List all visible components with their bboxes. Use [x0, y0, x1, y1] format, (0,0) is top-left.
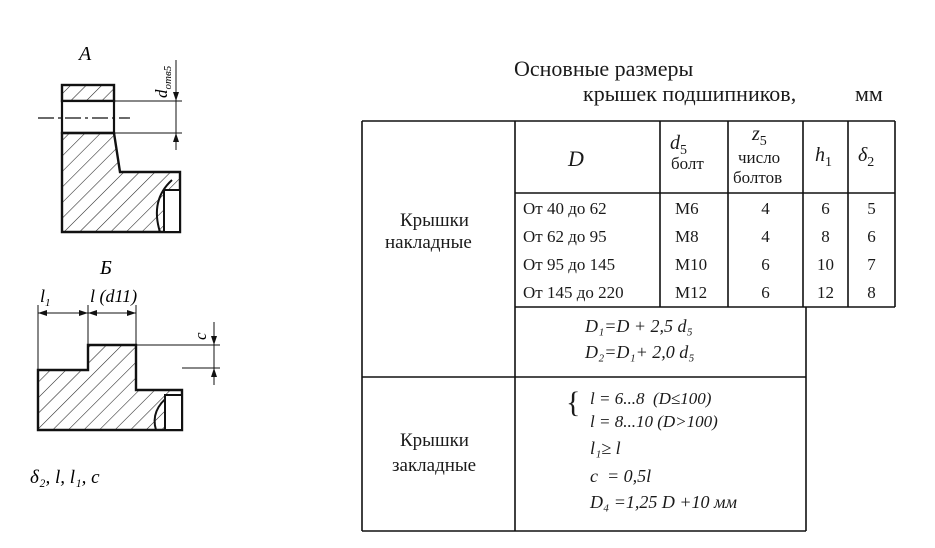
table-rows-bolt — [675, 195, 707, 307]
l1-label: l — [40, 286, 46, 306]
formula-l-small: l = 6...8 (D≤100) — [590, 389, 712, 408]
table-row-bolt: М8 — [675, 227, 699, 246]
formula-d2: D₂=D₁+ 2,0 d₅ — [585, 342, 695, 362]
header-h1-sub: 1 — [825, 155, 832, 170]
header-z5-sub: 5 — [759, 134, 767, 149]
drawing-a-label: А — [79, 43, 92, 65]
table-row-range: От 40 до 62 — [523, 199, 607, 218]
table-row-bolt: М10 — [675, 255, 708, 274]
header-d5-symbol: d — [670, 132, 680, 154]
table-rows-h — [803, 195, 848, 307]
formula-l1: l₁≥ l — [590, 438, 621, 458]
table-row-h: 8 — [821, 227, 830, 246]
table-row-z: 4 — [761, 199, 770, 218]
header-z5-text2: болтов — [733, 168, 783, 187]
table-row-h: 10 — [817, 255, 834, 274]
title-line-2: крышек подшипников, — [583, 81, 797, 106]
table-row-range: От 62 до 95 — [523, 227, 607, 246]
table-row-range: От 145 до 220 — [523, 283, 624, 302]
header-h1 — [815, 144, 832, 170]
table-row-delta: 7 — [867, 255, 876, 274]
table-row-bolt: М12 — [675, 283, 708, 302]
header-d5-sub: 5 — [680, 143, 687, 158]
group1-label-line2: накладные — [385, 232, 472, 253]
table-row-z: 6 — [761, 283, 770, 302]
header-delta2-sub: 2 — [867, 155, 875, 170]
table-row-z: 4 — [761, 227, 770, 246]
c-label: c — [191, 332, 210, 340]
header-d5 — [670, 132, 687, 158]
header-d5-text: болт — [671, 154, 704, 173]
formula-c: c = 0,5l — [590, 466, 652, 486]
table-row-bolt: М6 — [675, 199, 699, 218]
table-row-z: 6 — [761, 255, 770, 274]
table-rows-delta — [848, 195, 895, 307]
drawing-b-label: Б — [100, 257, 112, 279]
l1-sub-label: 1 — [45, 297, 51, 309]
header-delta2-symbol: δ — [858, 144, 868, 166]
group2-label-line2: закладные — [392, 455, 477, 476]
table-row-delta: 5 — [867, 199, 876, 218]
table-row-h: 12 — [817, 283, 834, 302]
header-delta2 — [858, 144, 875, 170]
header-z5-symbol: z — [752, 123, 760, 145]
d-label: d — [152, 89, 171, 98]
d-sub-label: отв5 — [162, 65, 174, 90]
title-unit: мм — [855, 81, 883, 106]
header-z5-text1: число — [738, 148, 781, 167]
table-row-delta: 6 — [867, 227, 876, 246]
parameter-list: δ₂, l, l₁, c — [30, 467, 100, 488]
header-h1-symbol: h — [815, 144, 825, 166]
table-rows-z — [728, 195, 803, 307]
header-D: D — [568, 146, 584, 171]
group2-label-line1: Крышки — [400, 430, 469, 451]
brace: { — [566, 386, 581, 419]
table-row-range: От 95 до 145 — [523, 255, 616, 274]
table-row-delta: 8 — [867, 283, 876, 302]
l-label: l (d11) — [90, 286, 138, 306]
title-line-1: Основные размеры — [514, 56, 694, 81]
table-row-h: 6 — [821, 199, 830, 218]
table-rows-range — [523, 195, 624, 307]
formula-l-large: l = 8...10 (D>100) — [590, 412, 718, 431]
formula-d4: D₄ =1,25 D +10 мм — [590, 492, 738, 512]
formula-d1: D₁=D + 2,5 d₅ — [585, 316, 693, 336]
group1-label-line1: Крышки — [400, 210, 469, 231]
header-z5 — [752, 123, 767, 149]
